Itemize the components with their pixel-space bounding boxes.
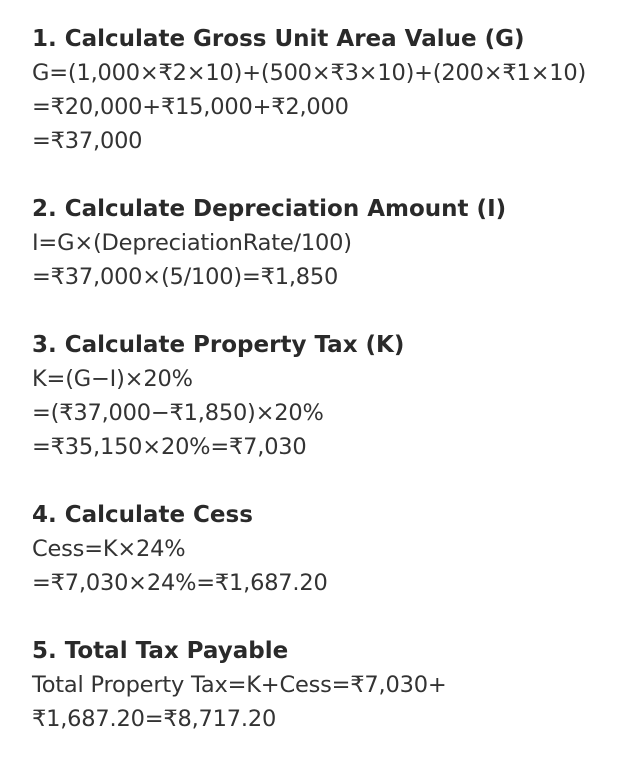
section-heading: 5. Total Tax Payable xyxy=(32,638,289,664)
section-heading: 2. Calculate Depreciation Amount (I) xyxy=(32,196,507,222)
section-cess xyxy=(32,498,642,600)
formula-line: =₹37,000 xyxy=(32,128,143,154)
section-depreciation-amount xyxy=(32,192,642,294)
section-property-tax xyxy=(32,328,642,464)
section-heading: 4. Calculate Cess xyxy=(32,502,253,528)
formula-line: =₹35,150×20%=₹7,030 xyxy=(32,434,307,460)
formula-line: =₹7,030×24%=₹1,687.20 xyxy=(32,570,328,596)
formula-line: =(₹37,000−₹1,850)×20% xyxy=(32,400,324,426)
section-gross-unit-area-value xyxy=(32,22,642,158)
formula-line: ₹1,687.20=₹8,717.20 xyxy=(32,706,277,732)
formula-line: =₹37,000×(5/100)=₹1,850 xyxy=(32,264,339,290)
formula-line: G=(1,000×₹2×10)+(500×₹3×10)+(200×₹1×10) xyxy=(32,60,587,86)
formula-line: Cess=K×24% xyxy=(32,536,186,562)
formula-line: Total Property Tax=K+Cess=₹7,030+ xyxy=(32,672,447,698)
formula-line: =₹20,000+₹15,000+₹2,000 xyxy=(32,94,349,120)
section-heading: 3. Calculate Property Tax (K) xyxy=(32,332,405,358)
formula-line: K=(G−I)×20% xyxy=(32,366,193,392)
formula-line: I=G×(DepreciationRate/100) xyxy=(32,230,352,256)
section-total-tax-payable xyxy=(32,634,642,736)
section-heading: 1. Calculate Gross Unit Area Value (G) xyxy=(32,26,525,52)
